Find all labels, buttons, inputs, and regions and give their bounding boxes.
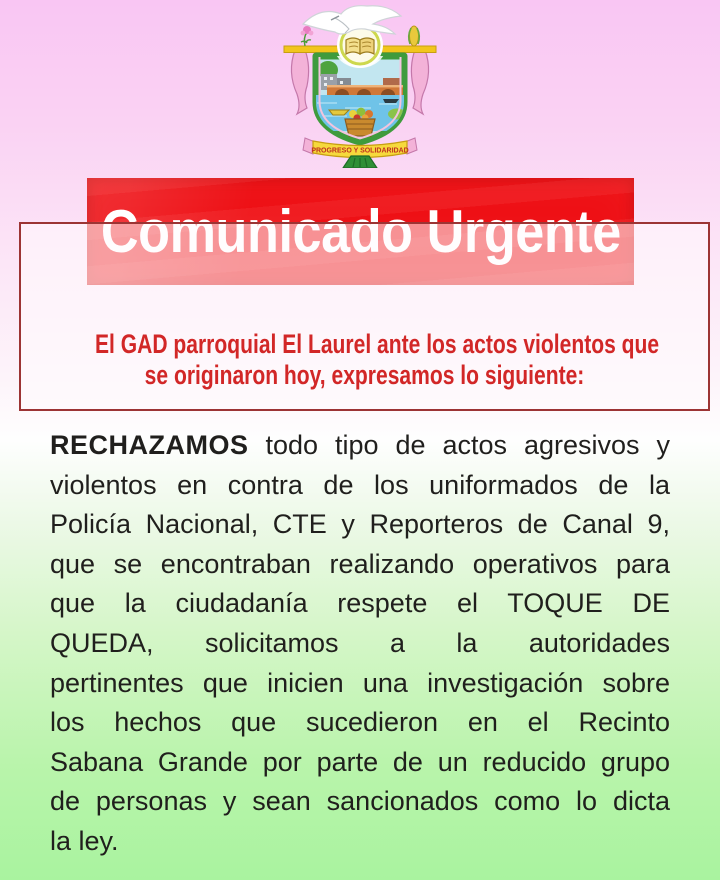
lead-word: RECHAZAMOS (50, 430, 249, 460)
ribbon-left-icon (291, 50, 308, 114)
body-line (50, 426, 670, 466)
body-line: la ley. (50, 825, 119, 856)
motto-text: PROGRESO Y SOLIDARIDAD (311, 147, 409, 155)
subtitle (19, 329, 710, 390)
body-line: Sabana Grande por parte de un reducido grupo (50, 746, 670, 777)
dove-icon (303, 6, 401, 34)
body-line-text: todo tipo de actos agresivos y (265, 430, 670, 460)
subtitle-line-2: se originaron hoy, expresamos lo siguiente: (144, 359, 585, 390)
flower-icon (301, 26, 314, 46)
corn-icon (409, 26, 420, 46)
body-line: pertinentes que inicien una investigación sobre (50, 667, 670, 698)
body-line: violentos en contra de los uniformados de la (50, 469, 670, 500)
coat-of-arms (283, 2, 437, 168)
body-line: QUEDA, solicitamos a la autoridades (50, 627, 670, 658)
subtitle-line-1: El GAD parroquial El Laurel ante los actos violentos que (95, 329, 660, 359)
body-line: de personas y sean sancionados como lo dicta (50, 786, 670, 817)
body-line: que se encontraban realizando operativos para (50, 548, 670, 579)
body-line: que la ciudadanía respete el TOQUE DE (50, 588, 670, 619)
body-line: Policía Nacional, CTE y Reporteros de Canal 9, (50, 509, 670, 540)
body-text (50, 426, 670, 862)
ribbon-right-icon (411, 50, 428, 114)
body-line: los hechos que sucedieron en el Recinto (50, 707, 670, 738)
